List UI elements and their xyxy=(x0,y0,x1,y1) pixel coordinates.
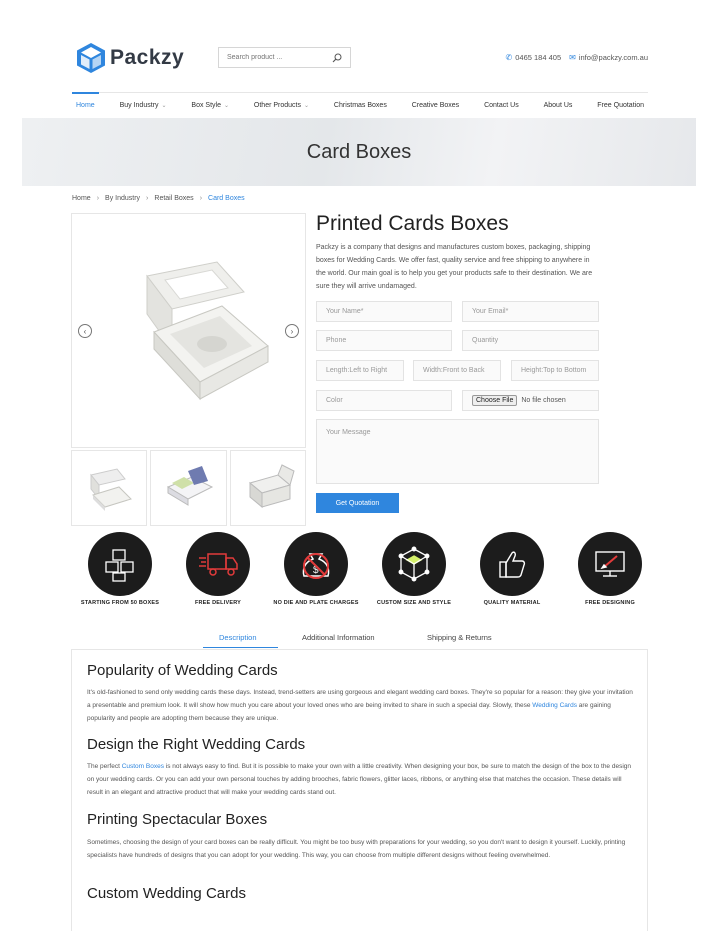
nav-christmas-boxes[interactable] xyxy=(334,93,387,118)
length-field[interactable] xyxy=(316,360,404,381)
header-contact xyxy=(506,53,648,62)
nav-about-us[interactable] xyxy=(544,93,573,118)
chevron-left-icon: ‹ xyxy=(83,326,87,336)
message-textarea[interactable] xyxy=(316,419,599,484)
file-status: No file chosen xyxy=(521,397,566,404)
logo-text: Packzy xyxy=(110,46,185,69)
search-box[interactable] xyxy=(218,47,351,68)
feature-no-die-charges xyxy=(268,532,364,606)
feature-starting-50 xyxy=(72,532,168,606)
nav-label: Creative Boxes xyxy=(411,102,460,109)
feature-label: QUALITY MATERIAL xyxy=(483,600,541,606)
chevron-down-icon: ⌄ xyxy=(224,103,230,109)
nav-contact-us[interactable] xyxy=(484,93,519,118)
paragraph-printing: Sometimes, choosing the design of your card boxes can be really difficult. You might be too busy with preparations for your wedding, so you don't want to design it yourself. Luckily, printing specialists have hundreds of designs that you can adopt for your wedding. This way, you can choose from multiple different designs without feeling overwhelmed. xyxy=(87,839,626,859)
tab-description[interactable]: Description xyxy=(219,633,257,642)
chevron-right-icon: › xyxy=(290,326,294,336)
search-input[interactable] xyxy=(227,54,327,61)
card-box-illustration xyxy=(72,214,307,449)
nav-label: Free Quotation xyxy=(597,102,644,109)
page-title: Card Boxes xyxy=(306,140,412,163)
heading-design: Design the Right Wedding Cards xyxy=(87,736,306,753)
features-row xyxy=(72,532,648,612)
feature-label: NO DIE AND PLATE CHARGES xyxy=(273,600,359,606)
text-segment: It's old-fashioned to send only wedding cards these days. Instead, trend-setters are using gorgeous and elegant wedding card boxes. They're so popular for a reason: they give your invitation a presentable and premium look. It will show how much you care about your loved ones who are being invited to share in such a special day. Slowly, these xyxy=(87,689,633,709)
no-charge-bag-icon xyxy=(284,532,348,596)
design-monitor-icon xyxy=(578,532,642,596)
product-tabs xyxy=(72,630,648,648)
feature-custom-size xyxy=(366,532,462,606)
height-placeholder: Height:Top to Bottom xyxy=(521,367,587,374)
email-link[interactable] xyxy=(569,53,648,62)
thumb-drawer-box-image xyxy=(158,461,218,516)
thumbnail-3[interactable] xyxy=(230,450,306,526)
phone-icon: ✆ xyxy=(505,53,513,62)
wedding-cards-link[interactable]: Wedding Cards xyxy=(532,702,577,709)
main-nav xyxy=(72,92,648,119)
height-field[interactable] xyxy=(511,360,599,381)
feature-label: FREE DELIVERY xyxy=(194,600,242,606)
email-placeholder: Your Email* xyxy=(472,308,509,315)
delivery-truck-icon xyxy=(186,532,250,596)
custom-boxes-link[interactable]: Custom Boxes xyxy=(121,763,164,770)
nav-home[interactable] xyxy=(76,93,95,118)
text-segment: is not always easy to find. But it is possible to make your own with a little creativity. When designing your box, be sure to match the design of the box to the design on your wedding cards. Or you can add your own personal touches by adding brooches, fabric flowers, glitter laces, ribbons, or anything else that matches the occasion. These details will result in an elegant and attractive product that will make your wedding cards stand out. xyxy=(87,763,632,796)
get-quotation-button[interactable]: Get Quotation xyxy=(316,493,399,513)
chevron-right-icon: › xyxy=(96,195,100,202)
choose-file-button[interactable]: Choose File xyxy=(472,395,517,406)
length-placeholder: Length:Left to Right xyxy=(326,367,388,374)
feature-quality-material xyxy=(464,532,560,606)
thumbs-up-icon xyxy=(480,532,544,596)
thumb-open-box-image xyxy=(238,461,298,516)
svg-text:$: $ xyxy=(313,565,319,576)
color-placeholder: Color xyxy=(326,397,343,404)
phone-field[interactable] xyxy=(316,330,452,351)
breadcrumb xyxy=(72,195,245,202)
chevron-down-icon: ⌄ xyxy=(161,103,167,109)
name-placeholder: Your Name* xyxy=(326,308,364,315)
chevron-right-icon: › xyxy=(199,195,203,202)
page-banner xyxy=(22,118,696,186)
feature-free-designing xyxy=(562,532,658,606)
thumbnail-1[interactable] xyxy=(71,450,147,526)
thumbnail-2[interactable] xyxy=(150,450,226,526)
heading-printing: Printing Spectacular Boxes xyxy=(87,811,268,828)
active-tab-indicator xyxy=(203,647,278,648)
paragraph-design xyxy=(87,760,634,799)
nav-label: Buy Industry xyxy=(119,102,159,109)
nav-label: Christmas Boxes xyxy=(333,102,387,109)
gallery-next-button[interactable] xyxy=(285,324,299,338)
chevron-right-icon: › xyxy=(146,195,149,202)
logo-cube-icon xyxy=(76,42,106,74)
paragraph-popularity xyxy=(87,686,634,725)
thumbnail-strip xyxy=(71,450,306,526)
file-upload[interactable] xyxy=(462,390,599,411)
width-placeholder: Width:Front to Back xyxy=(423,367,485,374)
chevron-down-icon: ⌄ xyxy=(304,103,310,109)
product-title: Printed Cards Boxes xyxy=(316,212,509,235)
width-field[interactable] xyxy=(413,360,501,381)
feature-free-delivery xyxy=(170,532,266,606)
breadcrumb-home[interactable]: Home xyxy=(72,195,91,202)
text-segment: The perfect xyxy=(87,763,122,770)
nav-box-style[interactable] xyxy=(191,93,229,118)
envelope-icon: ✉ xyxy=(569,53,576,62)
text-segment: are gaining popularity and people are adopting them because they are unique. xyxy=(87,702,611,722)
heading-popularity: Popularity of Wedding Cards xyxy=(87,662,278,679)
nav-label: About Us xyxy=(543,102,573,109)
breadcrumb-industry[interactable]: By Industry xyxy=(105,195,141,202)
feature-label: CUSTOM SIZE AND STYLE xyxy=(376,600,452,606)
nav-creative-boxes[interactable] xyxy=(412,93,459,118)
custom-cube-icon xyxy=(382,532,446,596)
email-address: info@packzy.com.au xyxy=(578,53,648,62)
quantity-field[interactable] xyxy=(462,330,599,351)
phone-link[interactable] xyxy=(506,53,562,62)
logo[interactable] xyxy=(76,42,184,74)
description-panel xyxy=(71,649,648,931)
search-icon[interactable] xyxy=(332,53,342,63)
quantity-placeholder: Quantity xyxy=(472,337,499,344)
product-description: Packzy is a company that designs and manufactures custom boxes, packaging, shipping boxes for Wedding Cards. We offer fast, quality service and free shipping to anywhere in the world. Our main goal is to help you get your products safe to their destination. We are sure they will arrive undamaged. xyxy=(316,244,593,290)
breadcrumb-retail[interactable]: Retail Boxes xyxy=(154,195,194,202)
nav-buy-industry[interactable] xyxy=(120,93,167,118)
feature-label: FREE DESIGNING xyxy=(585,600,635,606)
nav-label: Contact Us xyxy=(484,102,519,109)
product-main-image[interactable] xyxy=(71,213,306,448)
nav-free-quotation[interactable] xyxy=(597,93,644,118)
phone-placeholder: Phone xyxy=(326,337,347,344)
thumb-window-box-image xyxy=(79,461,139,516)
message-placeholder: Your Message xyxy=(326,429,371,436)
nav-label: Box Style xyxy=(191,102,221,109)
phone-number: 0465 184 405 xyxy=(515,53,562,62)
color-field[interactable] xyxy=(316,390,452,411)
tab-shipping-returns[interactable]: Shipping & Returns xyxy=(427,633,492,642)
email-field[interactable] xyxy=(462,301,599,322)
name-field[interactable] xyxy=(316,301,452,322)
nav-other-products[interactable] xyxy=(254,93,309,118)
tab-additional-information[interactable]: Additional Information xyxy=(302,633,375,642)
nav-label: Home xyxy=(76,102,95,109)
nav-label: Other Products xyxy=(253,102,301,109)
heading-custom-wedding: Custom Wedding Cards xyxy=(87,885,246,902)
gallery-prev-button[interactable] xyxy=(78,324,92,338)
feature-label: STARTING FROM 50 BOXES xyxy=(80,600,160,606)
boxes-icon xyxy=(88,532,152,596)
breadcrumb-current: Card Boxes xyxy=(208,195,245,202)
